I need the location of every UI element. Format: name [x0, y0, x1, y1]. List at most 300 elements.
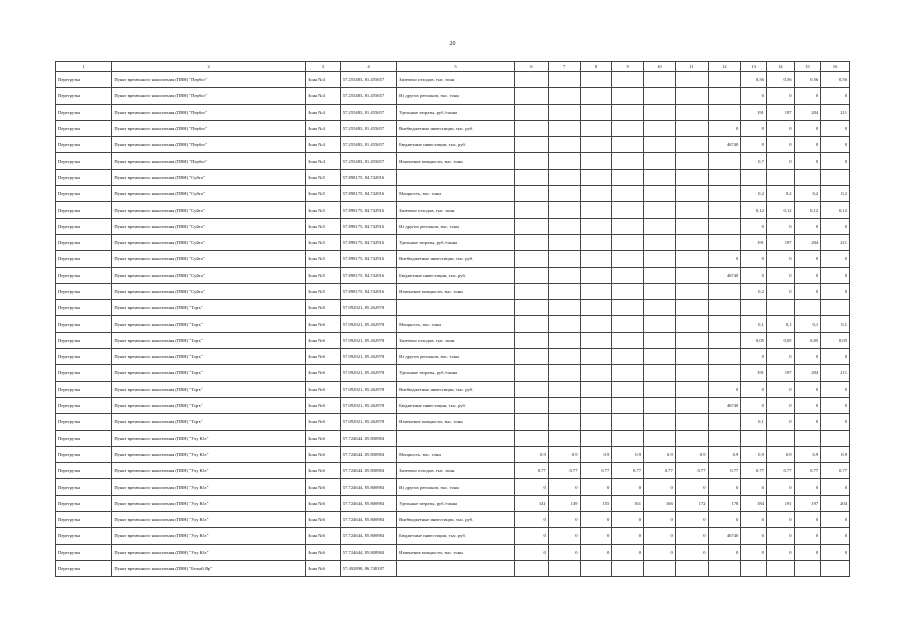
table-cell: [675, 169, 708, 185]
table-cell: Изменение мощности, тыс. тонн: [397, 153, 515, 169]
table-cell: 57.898175, 84.742916: [340, 251, 396, 267]
column-header: 16: [821, 62, 850, 72]
table-cell: 0: [644, 479, 676, 495]
table-cell: 0,12: [821, 202, 850, 218]
table-cell: [514, 283, 548, 299]
table-row: [56, 479, 850, 495]
table-cell: Зона №5: [305, 251, 340, 267]
table-cell: [514, 218, 548, 234]
table-cell: [612, 332, 644, 348]
table-cell: 0: [675, 512, 708, 528]
table-cell: [548, 104, 580, 120]
table-cell: [548, 381, 580, 397]
table-cell: [644, 349, 676, 365]
table-cell: Зона №5: [305, 218, 340, 234]
header-row: [56, 62, 850, 72]
table-cell: [397, 560, 515, 576]
table-cell: [675, 349, 708, 365]
table-cell: 57.898175, 84.742916: [340, 218, 396, 234]
table-cell: [612, 365, 644, 381]
column-header: 6: [514, 62, 548, 72]
table-cell: 57.898175, 84.742916: [340, 283, 396, 299]
table-row: [56, 234, 850, 250]
table-cell: 211: [821, 365, 850, 381]
table-cell: Зона №6: [305, 495, 340, 511]
table-row: [56, 446, 850, 462]
table-cell: Перегрузка: [56, 137, 112, 153]
table-cell: 57.255483, 81.455657: [340, 120, 396, 136]
table-cell: 0,05: [766, 332, 794, 348]
column-header: 4: [340, 62, 396, 72]
table-cell: Перегрузка: [56, 463, 112, 479]
table-cell: 0: [612, 479, 644, 495]
table-cell: 0: [794, 414, 821, 430]
table-cell: [675, 104, 708, 120]
table-cell: [644, 332, 676, 348]
table-cell: [675, 300, 708, 316]
table-cell: 0,77: [821, 463, 850, 479]
table-cell: Запечено отходов, тыс. тонн: [397, 202, 515, 218]
table-cell: Изменение мощности, тыс. тонн: [397, 414, 515, 430]
table-cell: Зона №6: [305, 381, 340, 397]
table-cell: [644, 234, 676, 250]
table-cell: 57.724644, 85.800984: [340, 446, 396, 462]
table-cell: [644, 72, 676, 88]
table-cell: [708, 365, 741, 381]
table-cell: [612, 267, 644, 283]
table-cell: [644, 169, 676, 185]
table-cell: Пункт временного накопления (ПВН) "Торъ": [112, 365, 306, 381]
table-cell: [612, 381, 644, 397]
table-cell: 0: [766, 381, 794, 397]
table-cell: 0,56: [766, 72, 794, 88]
table-cell: 0: [741, 544, 767, 560]
table-cell: [766, 560, 794, 576]
table-cell: 0,2: [766, 186, 794, 202]
table-cell: [580, 560, 612, 576]
table-cell: 0: [708, 544, 741, 560]
table-cell: Зона №5: [305, 283, 340, 299]
table-cell: 57.898175, 84.742916: [340, 186, 396, 202]
table-cell: [612, 560, 644, 576]
table-cell: Пункт временного накопления (ПВН) "Суйга": [112, 202, 306, 218]
table-cell: [612, 137, 644, 153]
table-cell: Пункт временного накопления (ПВН) "Суйга": [112, 267, 306, 283]
table-row: [56, 137, 850, 153]
table-cell: 0,9: [821, 446, 850, 462]
table-cell: [580, 267, 612, 283]
table-cell: 57.724644, 85.800984: [340, 463, 396, 479]
table-cell: 0: [794, 153, 821, 169]
table-cell: 0: [821, 397, 850, 413]
table-cell: [580, 137, 612, 153]
table-cell: [644, 88, 676, 104]
table-cell: [612, 186, 644, 202]
table-row: [56, 397, 850, 413]
table-cell: 0: [794, 283, 821, 299]
table-cell: [580, 283, 612, 299]
table-row: [56, 186, 850, 202]
table-cell: [548, 120, 580, 136]
table-row: [56, 153, 850, 169]
table-cell: [612, 88, 644, 104]
table-cell: 0: [821, 414, 850, 430]
table-cell: [644, 137, 676, 153]
table-cell: [580, 349, 612, 365]
table-cell: Удельные затраты, руб./тонна: [397, 365, 515, 381]
table-cell: 0: [741, 349, 767, 365]
table-cell: 0: [741, 381, 767, 397]
table-cell: 57.092921, 85.262978: [340, 397, 396, 413]
table-cell: [548, 234, 580, 250]
table-cell: Зона №6: [305, 560, 340, 576]
table-cell: [514, 365, 548, 381]
table-cell: [675, 137, 708, 153]
table-cell: [580, 234, 612, 250]
table-row: [56, 528, 850, 544]
table-cell: Пункт временного накопления (ПВН) "Улу Юл": [112, 479, 306, 495]
table-cell: [548, 300, 580, 316]
table-cell: [708, 332, 741, 348]
table-cell: 0: [766, 153, 794, 169]
table-cell: 46740: [708, 137, 741, 153]
table-cell: [612, 430, 644, 446]
table-cell: Из других регионов, тыс. тонн: [397, 88, 515, 104]
table-cell: 0,9: [741, 446, 767, 462]
table-cell: 0: [821, 544, 850, 560]
table-cell: 0: [580, 544, 612, 560]
table-cell: 0: [741, 137, 767, 153]
table-cell: Мощность, тыс. тонн: [397, 186, 515, 202]
table-cell: 0,1: [741, 316, 767, 332]
table-cell: Зона №5: [305, 267, 340, 283]
column-header: 3: [305, 62, 340, 72]
table-cell: Зона №6: [305, 528, 340, 544]
table-cell: Зона №6: [305, 316, 340, 332]
table-cell: [514, 186, 548, 202]
table-cell: Перегрузка: [56, 430, 112, 446]
table-cell: [708, 169, 741, 185]
table-cell: 197: [766, 365, 794, 381]
table-cell: 211: [821, 104, 850, 120]
table-cell: [708, 316, 741, 332]
table-cell: [514, 414, 548, 430]
table-cell: 204: [821, 495, 850, 511]
table-cell: [612, 414, 644, 430]
table-cell: [514, 104, 548, 120]
table-cell: Пункт временного накопления (ПВН) "Торъ": [112, 349, 306, 365]
table-cell: 57.898175, 84.742916: [340, 169, 396, 185]
table-cell: [514, 381, 548, 397]
table-cell: [675, 430, 708, 446]
table-cell: 0,2: [741, 186, 767, 202]
table-cell: 57.092921, 85.262978: [340, 414, 396, 430]
table-cell: [580, 202, 612, 218]
table-cell: Перегрузка: [56, 251, 112, 267]
table-cell: 191: [766, 495, 794, 511]
table-cell: [741, 560, 767, 576]
table-cell: 0,05: [794, 332, 821, 348]
table-cell: 0: [766, 512, 794, 528]
table-cell: 0,1: [766, 316, 794, 332]
table-cell: [675, 381, 708, 397]
table-cell: 0: [794, 512, 821, 528]
table-cell: 204: [794, 234, 821, 250]
table-cell: 0: [644, 544, 676, 560]
table-cell: [612, 251, 644, 267]
column-header: 5: [397, 62, 515, 72]
table-cell: [548, 218, 580, 234]
table-row: [56, 316, 850, 332]
table-cell: Пункт временного накопления (ПВН) "Пербог": [112, 137, 306, 153]
table-cell: [644, 218, 676, 234]
table-cell: [644, 560, 676, 576]
table-cell: 0: [766, 120, 794, 136]
table-cell: Пункт временного накопления (ПВН) "Пербог": [112, 104, 306, 120]
table-cell: [548, 186, 580, 202]
table-cell: 0: [821, 349, 850, 365]
table-cell: 0: [675, 528, 708, 544]
table-cell: [548, 365, 580, 381]
table-cell: 0: [794, 349, 821, 365]
table-cell: 0,77: [708, 463, 741, 479]
table-cell: Перегрузка: [56, 300, 112, 316]
table-cell: 57.092921, 85.262978: [340, 381, 396, 397]
table-cell: 204: [794, 365, 821, 381]
table-cell: [514, 153, 548, 169]
table-cell: 197: [766, 234, 794, 250]
table-cell: 0: [548, 479, 580, 495]
table-cell: [548, 283, 580, 299]
table-cell: 0: [708, 251, 741, 267]
column-header: 14: [766, 62, 794, 72]
table-cell: Зона №5: [305, 186, 340, 202]
table-cell: 0: [794, 137, 821, 153]
table-row: [56, 267, 850, 283]
table-cell: 0: [741, 218, 767, 234]
table-cell: Внебюджетные инвестиции, тыс. руб.: [397, 512, 515, 528]
column-header: 9: [612, 62, 644, 72]
table-cell: Зона №4: [305, 104, 340, 120]
table-cell: [580, 414, 612, 430]
table-cell: 0,2: [741, 283, 767, 299]
table-row: [56, 169, 850, 185]
table-cell: Зона №6: [305, 430, 340, 446]
table-row: [56, 251, 850, 267]
table-cell: Зона №4: [305, 88, 340, 104]
table-cell: 0: [675, 479, 708, 495]
table-cell: Пункт временного накопления (ПВН) "Торъ": [112, 300, 306, 316]
table-cell: [612, 316, 644, 332]
table-cell: 0,12: [741, 202, 767, 218]
table-cell: Перегрузка: [56, 120, 112, 136]
table-cell: 0: [612, 528, 644, 544]
table-cell: [612, 349, 644, 365]
table-cell: [548, 349, 580, 365]
table-cell: [612, 397, 644, 413]
table-cell: 0: [708, 479, 741, 495]
table-cell: [514, 169, 548, 185]
table-cell: [612, 72, 644, 88]
table-cell: 197: [794, 495, 821, 511]
table-cell: 0: [675, 544, 708, 560]
table-cell: 0: [794, 381, 821, 397]
table-cell: 0: [514, 479, 548, 495]
table-cell: [514, 267, 548, 283]
table-cell: [644, 397, 676, 413]
table-cell: 0: [766, 251, 794, 267]
table-cell: Перегрузка: [56, 202, 112, 218]
table-row: [56, 88, 850, 104]
table-cell: Бюджетные инвестиции, тыс. руб.: [397, 528, 515, 544]
table-cell: [548, 560, 580, 576]
table-cell: 0: [708, 381, 741, 397]
table-cell: [675, 72, 708, 88]
table-cell: 57.255483, 81.455657: [340, 88, 396, 104]
table-cell: [708, 104, 741, 120]
table-cell: [766, 300, 794, 316]
table-cell: [514, 72, 548, 88]
table-cell: 0,56: [821, 72, 850, 88]
table-cell: [708, 186, 741, 202]
table-cell: 0,9: [708, 446, 741, 462]
table-cell: 57.092921, 85.262978: [340, 316, 396, 332]
table-cell: Пункт временного накопления (ПВН) "Торъ": [112, 332, 306, 348]
table-cell: 0: [794, 218, 821, 234]
table-cell: [580, 218, 612, 234]
table-cell: Внебюджетные инвестиции, тыс. руб.: [397, 251, 515, 267]
table-cell: 0: [580, 512, 612, 528]
table-cell: [580, 153, 612, 169]
table-cell: 57.255483, 81.455657: [340, 153, 396, 169]
table-cell: 0: [821, 251, 850, 267]
table-cell: 0: [708, 512, 741, 528]
table-cell: [794, 430, 821, 446]
table-cell: [514, 234, 548, 250]
table-cell: 0: [580, 479, 612, 495]
table-cell: Перегрузка: [56, 186, 112, 202]
table-cell: Мощность, тыс. тонн: [397, 316, 515, 332]
table-cell: 0: [821, 153, 850, 169]
table-row: [56, 512, 850, 528]
table-cell: [644, 283, 676, 299]
table-cell: Пункт временного накопления (ПВН) "Улу Юл": [112, 544, 306, 560]
table-cell: 0,9: [514, 446, 548, 462]
table-cell: [580, 332, 612, 348]
table-cell: 172: [675, 495, 708, 511]
table-cell: 0: [821, 88, 850, 104]
column-header: 2: [112, 62, 306, 72]
table-cell: 184: [741, 495, 767, 511]
table-cell: 0: [548, 528, 580, 544]
table-cell: [580, 381, 612, 397]
table-cell: [612, 202, 644, 218]
table-cell: 0: [644, 512, 676, 528]
table-cell: 57.092921, 85.262978: [340, 300, 396, 316]
table-cell: Перегрузка: [56, 72, 112, 88]
table-cell: 57.898175, 84.742916: [340, 234, 396, 250]
table-cell: 57.255483, 81.455657: [340, 72, 396, 88]
table-cell: [675, 153, 708, 169]
table-cell: Удельные затраты, руб./тонна: [397, 495, 515, 511]
table-cell: 0: [821, 528, 850, 544]
table-cell: [741, 430, 767, 446]
table-cell: [612, 300, 644, 316]
table-cell: Зона №4: [305, 120, 340, 136]
table-cell: [794, 300, 821, 316]
table-cell: [644, 300, 676, 316]
table-cell: 0: [766, 397, 794, 413]
table-cell: 0,77: [675, 463, 708, 479]
table-cell: [644, 381, 676, 397]
table-cell: Перегрузка: [56, 267, 112, 283]
table-cell: [708, 218, 741, 234]
table-cell: [580, 430, 612, 446]
table-cell: [708, 88, 741, 104]
table-cell: [708, 430, 741, 446]
table-row: [56, 463, 850, 479]
table-cell: 0: [766, 528, 794, 544]
table-cell: Бюджетные инвестиции, тыс. руб.: [397, 137, 515, 153]
table-cell: 0,9: [644, 446, 676, 462]
table-cell: Зона №5: [305, 202, 340, 218]
table-cell: [766, 430, 794, 446]
table-cell: [548, 251, 580, 267]
table-cell: [708, 300, 741, 316]
table-cell: 0: [821, 512, 850, 528]
table-cell: 0: [794, 267, 821, 283]
table-cell: Пункт временного накопления (ПВН) "Торъ": [112, 397, 306, 413]
table-cell: [514, 397, 548, 413]
table-row: [56, 544, 850, 560]
table-cell: 0,9: [675, 446, 708, 462]
table-cell: [821, 430, 850, 446]
table-cell: [548, 88, 580, 104]
table-cell: Пункт временного накопления (ПВН) "Суйга": [112, 169, 306, 185]
table-cell: [514, 430, 548, 446]
table-cell: [821, 169, 850, 185]
table-cell: 57.255483, 81.455657: [340, 137, 396, 153]
table-cell: [675, 202, 708, 218]
table-cell: [644, 414, 676, 430]
table-row: [56, 381, 850, 397]
table-cell: 0,9: [766, 446, 794, 462]
table-cell: 0: [821, 381, 850, 397]
table-cell: 0: [794, 544, 821, 560]
table-cell: 0: [821, 479, 850, 495]
table-cell: 0: [514, 528, 548, 544]
table-cell: Пункт временного накопления (ПВН) "Торъ": [112, 316, 306, 332]
table-cell: Внебюджетные инвестиции, тыс. руб.: [397, 381, 515, 397]
table-cell: 0: [741, 267, 767, 283]
table-cell: [548, 430, 580, 446]
table-cell: [397, 300, 515, 316]
table-row: [56, 414, 850, 430]
table-cell: 57.092921, 85.262978: [340, 332, 396, 348]
table-cell: Из других регионов, тыс. тонн: [397, 349, 515, 365]
table-cell: 0: [741, 120, 767, 136]
table-cell: 0: [821, 283, 850, 299]
table-cell: [675, 267, 708, 283]
table-cell: 178: [708, 495, 741, 511]
table-cell: Пункт временного накопления (ПВН) "Пербог": [112, 120, 306, 136]
table-cell: [644, 186, 676, 202]
table-cell: 0,12: [794, 202, 821, 218]
table-cell: [612, 234, 644, 250]
table-cell: Зона №5: [305, 169, 340, 185]
table-cell: [675, 365, 708, 381]
table-cell: 211: [821, 234, 850, 250]
